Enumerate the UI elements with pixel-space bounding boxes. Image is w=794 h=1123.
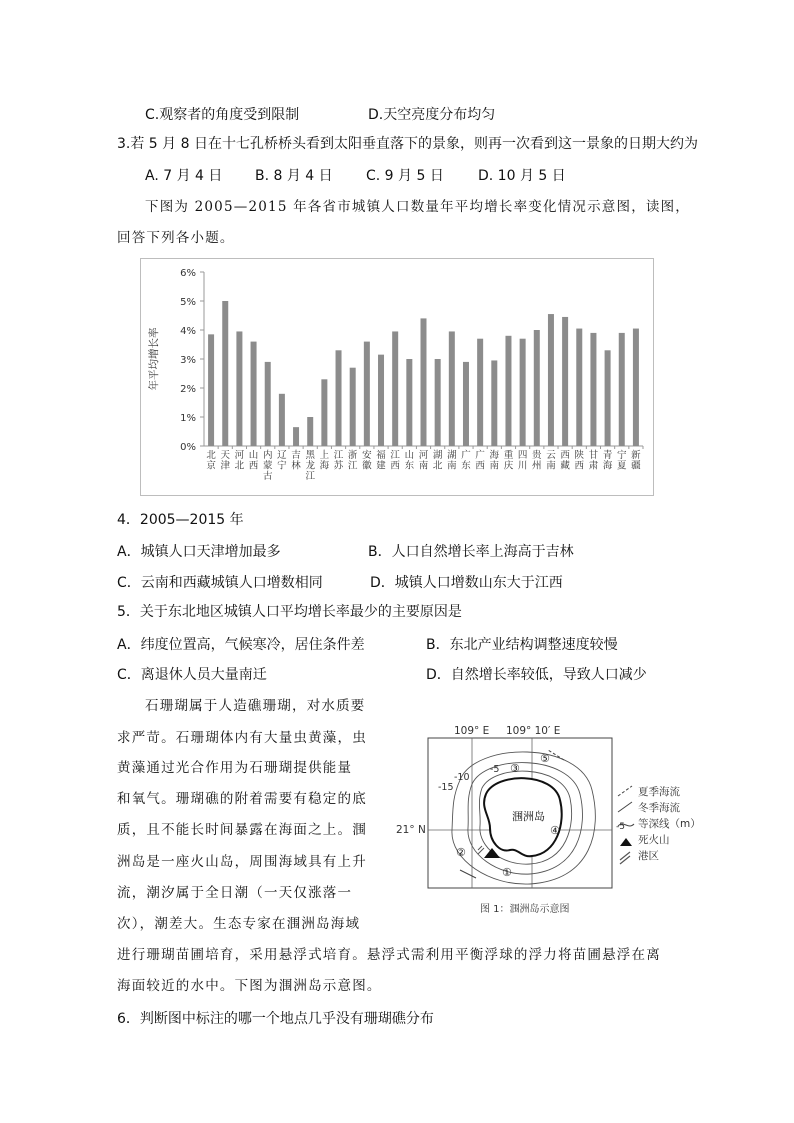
bar-23 — [520, 339, 526, 446]
bar-28 — [590, 333, 596, 446]
q3-option-a: A. 7 月 4 日 — [145, 168, 223, 184]
bar-6 — [279, 394, 285, 446]
x-tick-label: 河南 — [418, 450, 429, 472]
x-tick-label: 江西 — [390, 450, 400, 472]
lat-label: 21° N — [396, 824, 426, 836]
x-tick-label: 河北 — [234, 450, 245, 472]
x-tick-label: 北京 — [206, 450, 216, 472]
legend-summer: 夏季海流 — [638, 786, 680, 798]
lon-label-2: 109° 10′ E — [506, 725, 561, 737]
q4-option-d: D．城镇人口增数山东大于江西 — [370, 575, 563, 591]
x-tick-label: 福建 — [376, 450, 386, 472]
bar-2 — [222, 301, 228, 446]
contour-label-10: -10 — [454, 772, 470, 783]
bar-7 — [293, 427, 299, 446]
legend-summer-icon — [618, 786, 632, 796]
x-tick-label: 贵州 — [532, 450, 542, 472]
y-tick-label: 3% — [180, 355, 196, 366]
x-tick-label: 辽宁 — [277, 450, 287, 472]
bar-3 — [236, 331, 242, 446]
x-tick-label: 宁夏 — [617, 450, 627, 472]
x-tick-label: 陕西 — [574, 450, 585, 472]
passage-line-8: 次），潮差大。生态专家在涠洲岛海域 — [117, 916, 361, 932]
bar-8 — [307, 417, 313, 446]
q4-option-c: C．云南和西藏城镇人口增数相同 — [117, 575, 323, 591]
bar-1 — [208, 334, 214, 446]
legend-port: 港区 — [638, 850, 659, 862]
bar-22 — [505, 336, 511, 446]
x-tick-label: 浙江 — [347, 450, 358, 472]
q5-option-a: A．纬度位置高，气候寒冷，居住条件差 — [117, 637, 365, 653]
passage-line-1: 石珊瑚属于人造礁珊瑚，对水质要 — [145, 698, 366, 714]
passage-line-4: 和氧气。珊瑚礁的附着需要有稳定的底 — [117, 791, 367, 807]
legend-contour: 等深线（m） — [638, 818, 701, 830]
bar-25 — [548, 314, 554, 446]
y-tick-label: 1% — [180, 413, 196, 424]
passage-line-9: 进行珊瑚苗圃培育，采用悬浮式培育。悬浮式需利用平衡浮球的浮力将苗圃悬浮在离 — [117, 947, 661, 963]
legend-contour-sample: -5 — [616, 822, 625, 832]
bar-4 — [251, 342, 257, 446]
winter-current-arrow — [460, 870, 476, 878]
passage-line-10: 海面较近的水中。下图为涠洲岛示意图。 — [117, 978, 382, 994]
x-tick-label: 新疆 — [631, 450, 641, 472]
x-tick-label: 黑龙江 — [305, 450, 315, 482]
q5-option-d: D．自然增长率较低，导致人口减少 — [426, 667, 647, 683]
bar-13 — [378, 355, 384, 446]
map-caption: 图 1：涠洲岛示意图 — [480, 904, 570, 915]
legend-winter-icon — [618, 802, 632, 812]
island-label: 涠洲岛 — [512, 810, 545, 823]
x-tick-label: 甘肃 — [588, 450, 599, 472]
passage-line-6: 洲岛是一座火山岛，周围海域具有上升 — [117, 854, 367, 870]
bar-27 — [576, 329, 582, 446]
q3-option-c: C. 9 月 5 日 — [366, 168, 444, 184]
x-tick-label: 安徽 — [362, 450, 372, 472]
point-2: ② — [456, 846, 466, 859]
chart-intro-line-1: 下图为 2005—2015 年各省市城镇人口数量年平均增长率变化情况示意图，读图， — [145, 199, 690, 215]
bar-21 — [491, 360, 497, 446]
q4-stem: 4．2005—2015 年 — [117, 512, 244, 528]
passage-line-5: 质，且不能长时间暴露在海面之上。涠 — [117, 822, 367, 838]
legend-icons — [616, 782, 636, 882]
bar-10 — [336, 350, 342, 446]
bar-26 — [562, 317, 568, 446]
bar-11 — [350, 368, 356, 446]
q3-stem: 3.若 5 月 8 日在十七孔桥桥头看到太阳垂直落下的景象，则再一次看到这一景象的日期大约为 — [117, 136, 698, 152]
weizhou-island-map — [396, 720, 710, 920]
q2-option-c: C.观察者的角度受到限制 — [145, 107, 300, 123]
bar-14 — [392, 331, 398, 446]
q6-stem: 6．判断图中标注的哪一个地点几乎没有珊瑚礁分布 — [117, 1011, 434, 1027]
bar-29 — [605, 350, 611, 446]
x-tick-label: 山西 — [248, 450, 259, 472]
q4-option-a: A．城镇人口天津增加最多 — [117, 544, 281, 560]
bar-5 — [265, 362, 271, 446]
legend-winter: 冬季海流 — [638, 802, 680, 814]
point-1: ① — [502, 866, 512, 879]
bar-9 — [321, 379, 327, 446]
y-tick-label: 6% — [180, 268, 196, 279]
x-tick-label: 青海 — [602, 450, 613, 472]
x-tick-label: 湖北 — [432, 450, 443, 472]
bar-15 — [406, 359, 412, 446]
port-icon — [478, 846, 484, 854]
q5-option-c: C．离退休人员大量南迁 — [117, 667, 267, 683]
legend-volcano-icon — [620, 838, 632, 846]
point-5: ⑤ — [540, 752, 550, 765]
bar-30 — [619, 333, 625, 446]
bar-17 — [435, 359, 441, 446]
x-tick-label: 山东 — [404, 450, 415, 472]
volcano-icon — [484, 848, 500, 858]
q5-option-b: B．东北产业结构调整速度较慢 — [426, 637, 618, 653]
x-tick-label: 重庆 — [503, 450, 514, 472]
bar-31 — [633, 329, 639, 446]
x-tick-label: 西藏 — [560, 450, 570, 472]
x-tick-label: 海南 — [489, 450, 500, 472]
q3-option-d: D. 10 月 5 日 — [478, 168, 566, 184]
q2-option-d: D.天空亮度分布均匀 — [368, 107, 496, 123]
q4-option-b: B．人口自然增长率上海高于吉林 — [368, 544, 574, 560]
bar-20 — [477, 339, 483, 446]
x-tick-label: 四川 — [517, 450, 528, 472]
x-tick-label: 天津 — [220, 450, 230, 472]
y-tick-label: 0% — [180, 442, 196, 453]
x-tick-label: 江苏 — [333, 450, 344, 472]
bar-16 — [421, 318, 427, 446]
passage-line-7: 流，潮汐属于全日潮（一天仅涨落一 — [117, 885, 353, 901]
bar-12 — [364, 342, 370, 446]
y-tick-label: 2% — [180, 384, 196, 395]
growth-rate-chart — [140, 258, 654, 496]
x-tick-label: 广东 — [461, 450, 471, 472]
chart-intro-line-2: 回答下列各小题。 — [117, 230, 235, 246]
point-3: ③ — [510, 762, 520, 775]
passage-line-3: 黄藻通过光合作用为石珊瑚提供能量 — [117, 760, 353, 776]
x-tick-label: 广西 — [475, 450, 485, 472]
bar-24 — [534, 330, 540, 446]
point-4: ④ — [550, 824, 560, 837]
contour-label-15: -15 — [438, 782, 454, 793]
lon-label-1: 109° E — [454, 725, 490, 737]
passage-line-2: 求严苛。石珊瑚体内有大量虫黄藻，虫 — [117, 730, 367, 746]
legend-port-icon — [620, 852, 630, 864]
legend-volcano: 死火山 — [638, 834, 670, 846]
y-axis-label: 年平均增长率 — [148, 327, 160, 391]
growth-rate-chart-svg — [141, 259, 653, 495]
x-tick-label: 湖南 — [447, 450, 457, 472]
y-tick-label: 5% — [180, 297, 196, 308]
x-tick-label: 上海 — [319, 450, 330, 472]
q3-option-b: B. 8 月 4 日 — [255, 168, 333, 184]
bar-18 — [449, 331, 455, 446]
x-tick-label: 内蒙古 — [262, 450, 273, 482]
x-tick-label: 吉林 — [291, 450, 301, 472]
q5-stem: 5．关于东北地区城镇人口平均增长率最少的主要原因是 — [117, 604, 462, 620]
y-tick-label: 4% — [180, 326, 196, 337]
x-tick-label: 云南 — [546, 450, 556, 472]
contour-label-5: -5 — [490, 764, 500, 775]
bar-19 — [463, 362, 469, 446]
